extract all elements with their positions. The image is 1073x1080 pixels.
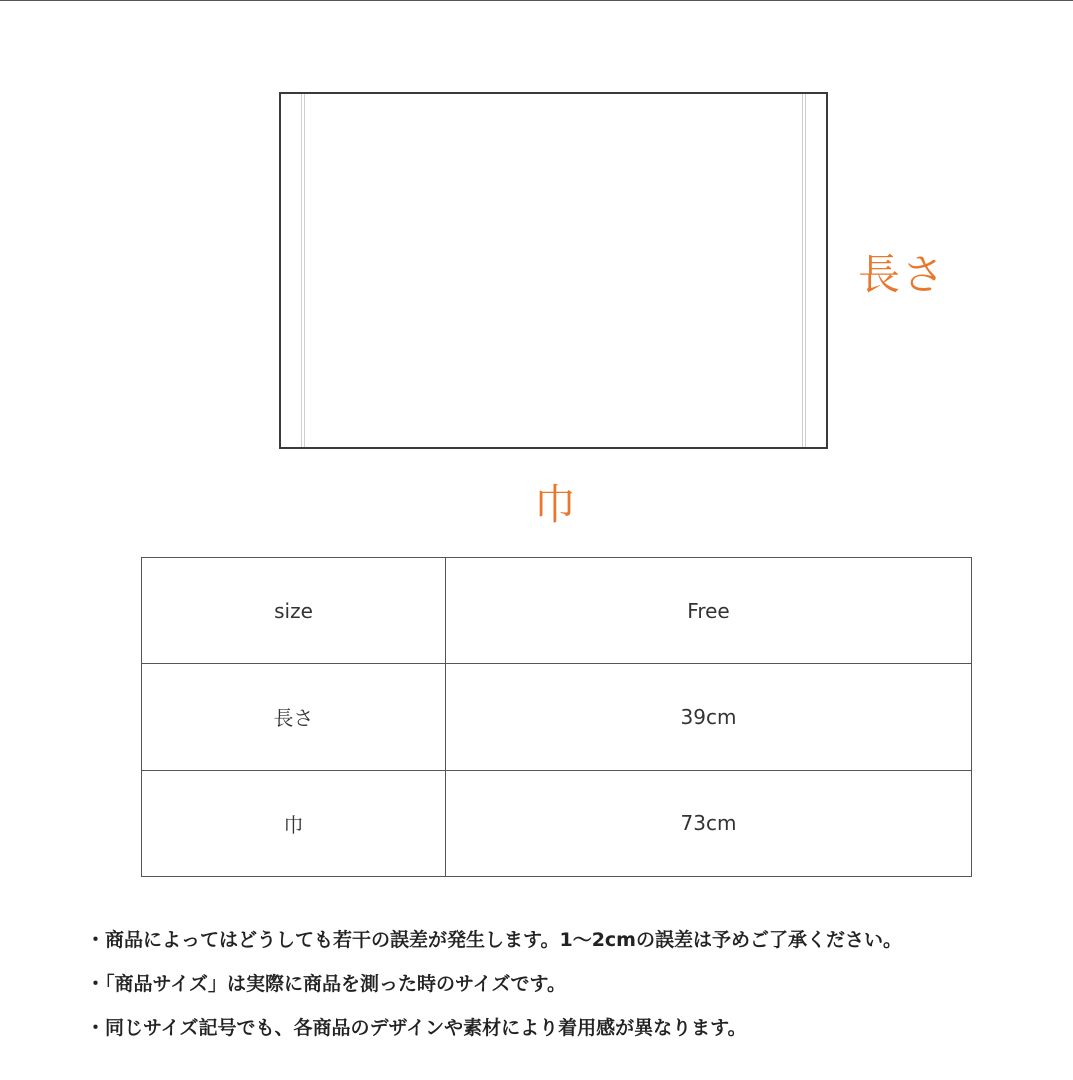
table-cell: 39cm xyxy=(446,664,972,770)
table-cell: size xyxy=(142,558,446,664)
note-item: ・「商品サイズ」は実際に商品を測った時のサイズです。 xyxy=(86,973,566,995)
towel-diagram xyxy=(279,92,828,449)
table-cell: Free xyxy=(446,558,972,664)
size-table xyxy=(141,557,972,877)
table-cell: 巾 xyxy=(142,770,446,876)
note-item: ・商品によってはどうしても若干の誤差が発生します。1〜2cmの誤差は予めご了承ください。 xyxy=(86,929,902,951)
table-row xyxy=(142,558,972,664)
top-divider xyxy=(0,0,1073,1)
left-seam-line xyxy=(301,94,305,447)
note-item: ・同じサイズ記号でも、各商品のデザインや素材により着用感が異なります。 xyxy=(86,1017,747,1039)
table-cell: 73cm xyxy=(446,770,972,876)
table-row xyxy=(142,770,972,876)
notes-list xyxy=(86,920,1046,1052)
table-row xyxy=(142,664,972,770)
length-label: 長さ xyxy=(858,250,947,299)
width-label: 巾 xyxy=(534,480,577,529)
table-cell: 長さ xyxy=(142,664,446,770)
right-seam-line xyxy=(802,94,806,447)
